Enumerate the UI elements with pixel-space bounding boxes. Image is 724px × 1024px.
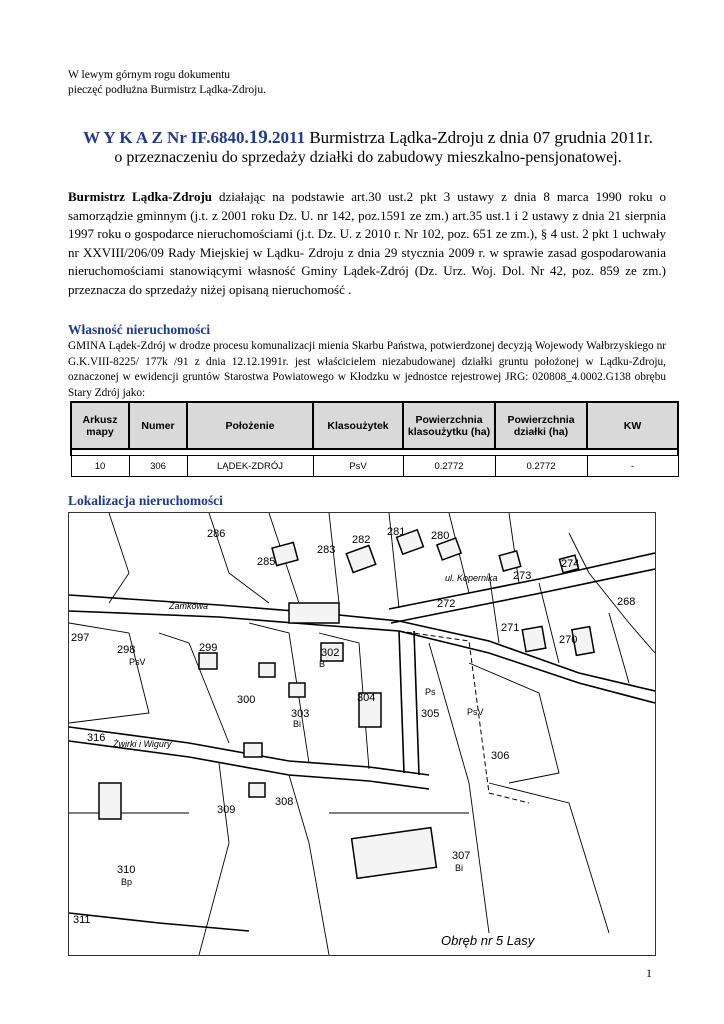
- parcel-label: 306: [491, 750, 510, 762]
- parcel-label: 281: [387, 526, 406, 538]
- street-label: ul. Kopernika: [445, 573, 498, 583]
- parcel-label: 285: [257, 556, 276, 568]
- parcel-label: 283: [317, 544, 336, 556]
- title-prefix: W Y K A Z Nr IF.6840.: [83, 128, 249, 147]
- location-heading: Lokalizacja nieruchomości: [68, 493, 223, 508]
- parcel-label: 282: [352, 534, 371, 546]
- intro-paragraph: [68, 188, 666, 300]
- table-row: [71, 456, 678, 477]
- parcel-label: 308: [275, 796, 294, 808]
- parcel-label: 310: [117, 864, 136, 876]
- parcel-label: 307: [452, 850, 471, 862]
- parcel-label: 316: [87, 732, 106, 744]
- stamp-note: [68, 68, 266, 98]
- land-use-label: Bi: [455, 863, 464, 873]
- parcel-label: 309: [217, 804, 236, 816]
- street-label: Żwirki i Wigury: [113, 739, 172, 749]
- page-number: 1: [646, 966, 652, 980]
- land-use-label: PsV: [129, 657, 146, 667]
- col-kw: KW: [587, 402, 678, 449]
- parcel-table: [70, 401, 679, 477]
- col-number: Numer: [129, 402, 187, 449]
- ownership-paragraph: GMINA Lądek-Zdrój w drodze procesu komunalizacji mienia Skarbu Państwa, potwierdzonej decyzją Wojewody Wałbrzyskiego nr G.K.VIII-8225/ 177k /91 z dnia 12.12.1991r. jest właścicielem niezabudowanej działki gruntu położonej w Lądku-Zdroju, oznaczonej w ewidencji gruntów Starostwa Powiatowego w Kłodzku w jednostce rejestrowej JRG: 020808_4.0002.G138 obrębu Stary Zdrój jako:: [68, 340, 666, 399]
- title-number: 19: [248, 127, 268, 148]
- stamp-note-line2: pieczęć podłużna Burmistrz Lądka-Zdroju.: [68, 84, 266, 96]
- document-title: [68, 128, 668, 168]
- cell-kw: -: [587, 456, 678, 477]
- parcel-label: 272: [437, 598, 456, 610]
- col-location: Położenie: [187, 402, 313, 449]
- parcel-label: 299: [199, 642, 218, 654]
- cadastral-map: [68, 512, 656, 956]
- map-caption: Obręb nr 5 Lasy: [441, 933, 535, 948]
- land-use-label: Bi: [293, 719, 302, 729]
- title-line2: o przeznaczeniu do sprzedaży działki do zabudowy mieszkalno-pensjonatowej.: [114, 149, 622, 166]
- parcel-label: 305: [421, 708, 440, 720]
- title-year: .2011: [267, 128, 306, 147]
- title-rest: Burmistrza Lądka-Zdroju z dnia 07 grudnia 2011r.: [305, 128, 653, 147]
- land-use-label: B: [319, 659, 326, 669]
- col-land-class: Klasoużytek: [313, 402, 403, 449]
- parcel-label: 274: [561, 558, 580, 570]
- parcel-label: 271: [501, 622, 520, 634]
- street-label: Zamkowa: [169, 601, 209, 611]
- parcel-label: 298: [117, 644, 136, 656]
- cell-land-class: PsV: [313, 456, 403, 477]
- cell-number: 306: [129, 456, 187, 477]
- col-parcel-area: Powierzchnia działki (ha): [495, 402, 587, 449]
- intro-text: działając na podstawie art.30 ust.2 pkt 3 ustawy z dnia 8 marca 1990 roku o samorządzie gminnym (j.t. z 2001 roku Dz. U. nr 142, poz.1591 ze zm.) art.35 ust.1 i 2 ustawy z dnia 21 sierpnia 1997 roku o gospodarce nieruchomościami (j.t. Dz. U. z 2010 r. Nr 102, poz. 651 ze zm.), § 4 ust. 2 pkt 1 uchwały nr XXVIII/206/09 Rady Miejskiej w Lądku- Zdroju z dnia 29 stycznia 2009 r. w sprawie zasad gospodarowania nieruchomościami stanowiącymi własność Gminy Lądek-Zdrój (Dz. Urz. Woj. Dol. Nr 42, poz. 859 ze zm.) przeznacza do sprzedaży niżej opisaną nieruchomość .: [68, 189, 666, 297]
- land-use-label: Bp: [121, 877, 133, 887]
- cell-parcel-area: 0.2772: [495, 456, 587, 477]
- cell-class-area: 0.2772: [403, 456, 495, 477]
- parcel-label: 311: [73, 914, 91, 926]
- parcel-label: 270: [559, 634, 578, 646]
- parcel-label: 268: [617, 596, 636, 608]
- parcel-label: 304: [357, 692, 376, 704]
- parcel-label: 303: [291, 708, 310, 720]
- parcel-label: 297: [71, 632, 90, 644]
- land-use-label: PsV: [467, 707, 484, 717]
- parcel-label: 286: [207, 528, 226, 540]
- parcel-table-header: [71, 402, 678, 449]
- cell-sheet: 10: [71, 456, 129, 477]
- parcel-label: 280: [431, 530, 450, 542]
- parcel-label: 302: [321, 647, 340, 659]
- parcel-label: 300: [237, 694, 256, 706]
- ownership-heading: Własność nieruchomości: [68, 322, 211, 337]
- col-sheet: Arkusz mapy: [71, 402, 129, 449]
- land-use-label: Ps: [425, 687, 436, 697]
- col-class-area: Powierzchnia klasoużytku (ha): [403, 402, 495, 449]
- parcel-label: 273: [513, 570, 532, 582]
- cell-location: LĄDEK-ZDRÓJ: [187, 456, 313, 477]
- intro-lead: Burmistrz Lądka-Zdroju: [68, 189, 213, 204]
- stamp-note-line1: W lewym górnym rogu dokumentu: [68, 69, 231, 81]
